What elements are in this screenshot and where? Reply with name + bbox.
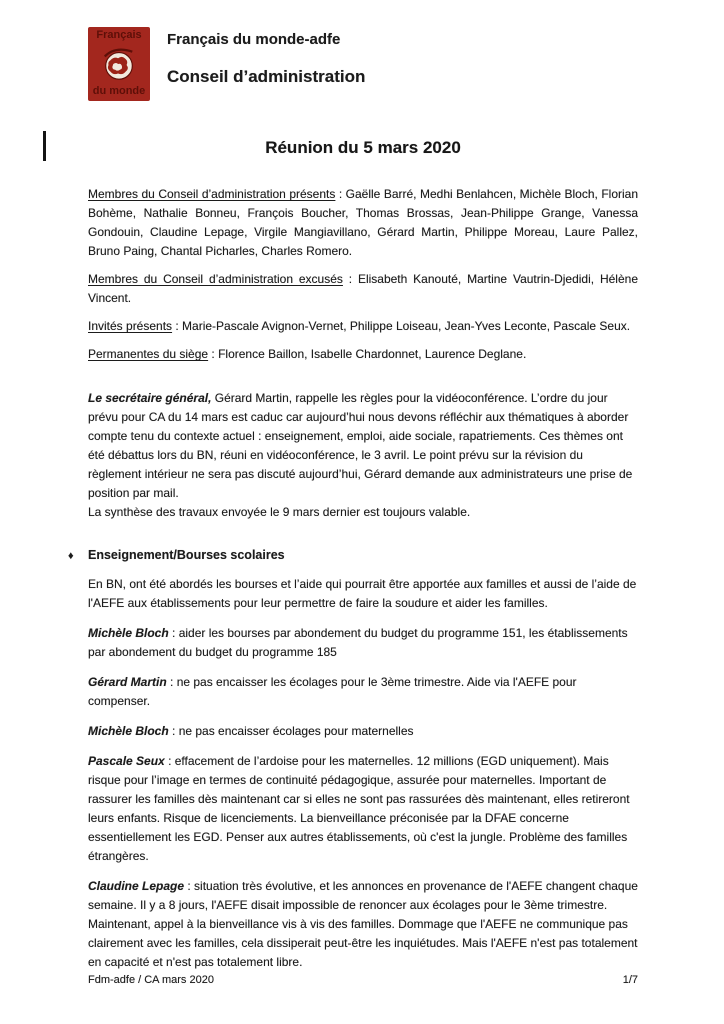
- section-heading-enseignement: [68, 548, 638, 562]
- document-type: Conseil d’administration: [167, 67, 366, 86]
- michele-bloch-paragraph-1: [88, 624, 638, 662]
- speaker-text: : effacement de l’ardoise pour les maternelles. 12 millions (EGD uniquement). Mais risque pour l’image en termes de continuité pédagogique, assurée pour maternelles. Important de rassurer les familles dès maintenant car si elles ne sont pas rassurées dès maintenant, elles retireront leurs enfants. Risque de licenciements. La bienveillance préconisée par la DFAE concerne essentiellement les EGD. Penser aux autres établissements, où c'est la jungle. Problème des familles étrangères.: [88, 754, 630, 863]
- speaker-text: : ne pas encaisser les écolages pour le 3ème trimestre. Aide via l'AEFE pour compenser.: [88, 675, 577, 708]
- org-name: Français du monde-adfe: [167, 31, 341, 48]
- footer-document-reference: Fdm-adfe / CA mars 2020: [88, 974, 214, 986]
- pascale-seux-paragraph: [88, 752, 638, 866]
- page-title: Réunion du 5 mars 2020: [265, 138, 461, 157]
- speaker-label: Pascale Seux: [88, 754, 165, 768]
- logo-top-text: Français: [96, 29, 142, 41]
- staff-text: : Florence Baillon, Isabelle Chardonnet, Laurence Deglane.: [208, 347, 527, 361]
- staff-paragraph: [88, 345, 638, 364]
- members-excused-paragraph: [88, 270, 638, 308]
- secretary-general-text-2: La synthèse des travaux envoyée le 9 mars dernier est toujours valable.: [88, 505, 471, 519]
- revision-change-bar: [43, 131, 46, 161]
- speaker-text: : aider les bourses par abondement du budget du programme 151, les établissements par abondement du budget du programme 185: [88, 626, 628, 659]
- org-logo: [88, 27, 150, 101]
- guests-label: Invités présents: [88, 319, 173, 333]
- header-titles: [167, 27, 365, 87]
- logo-bottom-text: du monde: [92, 85, 146, 97]
- staff-label: Permanentes du siège: [88, 347, 209, 361]
- michele-bloch-paragraph-2: [88, 722, 638, 741]
- diamond-bullet-icon: ♦: [68, 550, 74, 562]
- footer-page-number: 1/7: [622, 974, 638, 986]
- members-present-text: : Gaëlle Barré, Medhi Benlahcen, Michèle Bloch, Florian Bohème, Nathalie Bonneu, François Boucher, Thomas Brossas, Jean-Philippe Grange, Vanessa Gondouin, Claudine Lepage, Virgile Mangiavillano, Gérard Martin, Philippe Moreau, Laure Pallez, Bruno Paing, Chantal Picharles, Charles Romero.: [88, 187, 638, 258]
- gerard-martin-paragraph: [88, 673, 638, 711]
- members-excused-label: Membres du Conseil d’administration excusés: [88, 272, 343, 286]
- claudine-lepage-paragraph: [88, 877, 638, 972]
- bn-summary-text: En BN, ont été abordés les bourses et l’aide qui pourrait être apportée aux familles et aussi de l’aide de l'AEFE aux établissements pour leur permettre de faire la soudure et aider les familles.: [88, 577, 637, 610]
- members-present-paragraph: [88, 185, 638, 261]
- document-header: [88, 27, 638, 101]
- secretary-general-text: Gérard Martin, rappelle les règles pour la vidéoconférence. L’ordre du jour prévu pour CA du 14 mars est caduc car aujourd’hui nous devons réfléchir aux thématiques à aborder compte tenu du contexte actuel : enseignement, emploi, aide sociale, rapatriements. Ces thèmes ont été débattus lors du BN, réuni en vidéoconférence, le 3 avril. Le point prévu sur la révision du règlement intérieur ne sera pas discuté aujourd’hui, Gérard demande aux administrateurs une prise de position par mail.: [88, 391, 633, 500]
- speaker-text: : situation très évolutive, et les annonces en provenance de l'AEFE changent chaque semaine. Il y a 8 jours, l'AEFE disait impossible de renoncer aux écolages pour le 3ème trimestre. Maintenant, appel à la bienveillance vis à vis des familles. Dommage que l'AEFE ne communique pas clairement avec les familles, cela dissiperait peut-être les inquiétudes. Mais l'AEFE n'est pas totalement en capacité et n'est pas totalement libre.: [88, 879, 638, 969]
- speaker-label: Michèle Bloch: [88, 626, 169, 640]
- speaker-label: Gérard Martin: [88, 675, 167, 689]
- secretary-general-label: Le secrétaire général,: [88, 391, 212, 405]
- document-footer: [88, 974, 638, 986]
- speaker-label: Michèle Bloch: [88, 724, 169, 738]
- members-excused-text: : Elisabeth Kanouté, Martine Vautrin-Djedidi, Hélène Vincent.: [88, 272, 638, 305]
- secretary-general-paragraph: [88, 389, 638, 522]
- section-heading-text: Enseignement/Bourses scolaires: [88, 548, 285, 562]
- speaker-text: : ne pas encaisser écolages pour maternelles: [168, 724, 414, 738]
- speaker-label: Claudine Lepage: [88, 879, 185, 893]
- bn-summary-paragraph: [88, 575, 638, 613]
- guests-text: : Marie-Pascale Avignon-Vernet, Philippe Loiseau, Jean-Yves Leconte, Pascale Seux.: [172, 319, 631, 333]
- globe-icon: [100, 45, 138, 83]
- members-present-label: Membres du Conseil d’administration présents: [88, 187, 336, 201]
- guests-paragraph: [88, 317, 638, 336]
